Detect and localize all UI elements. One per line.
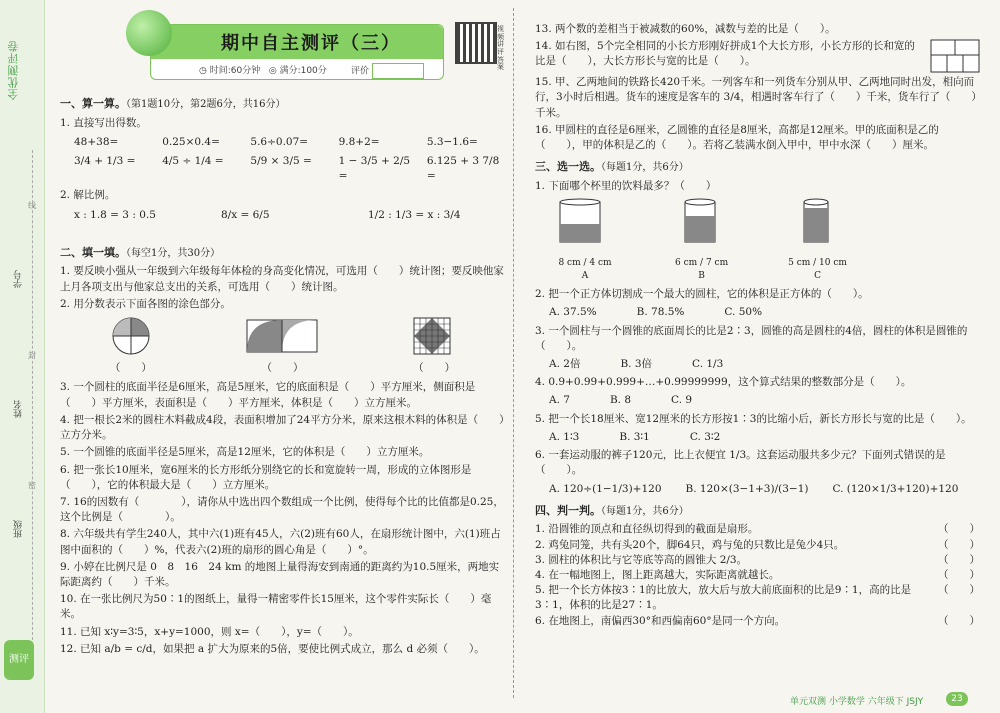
calc-item: 9.8+2= [338,135,380,148]
judge-blank[interactable]: （ ） [938,568,980,581]
judge-text: 6. 在地图上，南偏西30°和西偏南60°是同一个方向。 [535,614,786,627]
qr-code-icon[interactable] [455,22,497,64]
rect-figure [242,316,322,376]
calc-item: 5.3−1.6= [426,135,478,148]
question-3-5-options [549,430,980,445]
question-2-1: 1. 要反映小强从一年级到六年级每年体检的身高变化情况，可选用（ ）统计图；要反映他家上月各项支出与他家总支出的关系，可选用（ ）统计图。 [60,265,504,293]
section-4-note: （每题1分，共6分） [601,505,689,517]
calc-item: 1 − 3/5 + 2/5 = [338,154,411,183]
question-3-3: 3. 一个圆柱与一个圆锥的底面周长的比是2∶3，圆锥的高是圆柱的4倍，圆柱的体积是圆锥的（ ）。 [535,324,968,352]
cup-c: 5 cm / 10 cm C [788,198,847,283]
binding-mark-seal: 封 [28,351,36,360]
column-divider [513,8,514,698]
binding-dashed-line [32,150,33,650]
cup-b-icon [677,198,727,252]
calc-item: 5.6÷0.07= [250,135,309,148]
right-column [535,20,980,629]
cup-a-label: A [581,271,589,282]
judge-item [535,614,980,629]
judge-text: 5. 把一个长方体按3∶1的比放大，放大后与放大前底面积的比是9∶1，高的比是3∶1，体积的比是27∶1。 [535,584,912,612]
option-b[interactable]: B. 8 [609,394,632,407]
judge-item [535,583,980,613]
fraction-figures [60,316,505,376]
section-1-note: （第1题10分，第2题6分，共16分） [126,99,286,110]
cup-b-diameter: 6 cm [675,258,698,269]
shaded-rectangle-icon [242,316,322,356]
judge-blank[interactable]: （ ） [938,553,980,566]
question-3-1: 1. 下面哪个杯里的饮料最多？（ ） [535,179,717,192]
option-b[interactable]: B. 120×(3−1+3)/(3−1) [685,482,809,495]
judge-text: 2. 鸡兔同笼，共有头20个，脚64只，鸡与兔的只数比是兔少4只。 [535,538,845,551]
question-3-4-options [549,393,980,408]
question-1-2: 2. 解比例。 [60,189,116,202]
section-3-heading: 三、选一选。 [535,160,601,174]
binding-mark-line: 线 [28,201,36,210]
question-2-3: 3. 一个圆柱的底面半径是6厘米，高是5厘米，它的底面积是（ ）平方厘米，侧面积是（ ）平方厘米，表面积是（ ）平方厘米，体积是（ ）立方厘米。 [60,381,476,409]
option-b[interactable]: B. 3倍 [620,358,653,371]
option-c[interactable]: C. 1/3 [692,358,724,371]
judge-item [535,568,980,583]
calc-item: 6.125 + 3 7/8 = [426,154,500,183]
binding-mark-secret: 密 [28,481,36,490]
clock-icon: ◷ [199,66,207,76]
section-4-heading: 四、判一判。 [535,503,601,517]
section-1-heading: 一、算一算。 [60,97,126,110]
question-2-11: 11. 已知 x∶y=3∶5，x+y=1000，则 x=（ ），y=（ ）。 [60,625,359,638]
question-3-6: 6. 一套运动服的裤子120元，比上衣便宜 1/3。这套运动服共多少元？下面列式错误的是（ ）。 [535,449,946,477]
score-text: 满分:100分 [279,66,327,76]
fig-answer-blank[interactable]: （ ） [261,362,304,375]
left-column [60,90,505,659]
grid-square-icon [404,316,464,356]
option-a[interactable]: A. 120÷(1−1/3)+120 [549,482,662,495]
question-3-3-options [549,357,980,372]
grade-field [351,63,424,79]
page-title: 期中自主测评（三） [221,33,401,54]
footer-text: 单元双测 小学数学 六年级下 JSJY [790,697,924,707]
cup-a-height: 4 cm [589,258,612,269]
judge-item [535,522,980,537]
cup-a: 8 cm / 4 cm A [555,198,615,283]
calc-item: 4/5 ÷ 1/4 = [162,154,224,167]
option-c[interactable]: C. 3∶2 [689,430,721,443]
question-2-5: 5. 一个圆锥的底面半径是5厘米，高是12厘米，它的体积是（ ）立方厘米。 [60,446,430,459]
circle-figure [101,316,161,376]
page-number: 23 [946,692,968,706]
cup-b: 6 cm / 7 cm B [675,198,728,283]
option-c[interactable]: C. 50% [724,306,763,319]
calc-item: 5/9 × 3/5 = [250,154,312,167]
question-2-7: 7. 16的因数有（ ），请你从中选出四个数组成一个比例，使得每个比的比值都是0.25，这个比例是（ ）。 [60,495,504,524]
class-label: 班级 [14,520,24,538]
section-3-title [535,159,980,176]
judge-text: 3. 圆柱的体积比与它等底等高的圆锥大 2/3。 [535,553,748,566]
question-2-16: 16. 甲圆柱的直径是6厘米，乙圆锥的直径是8厘米，高都是12厘米。甲的底面积是乙的（ ），甲的体积是乙的（ ）。若将乙装满水倒入甲中，甲中水深（ ）厘米。 [535,123,939,152]
judge-text: 1. 沿圆锥的顶点和直径纵切得到的截面是扇形。 [535,523,759,536]
option-c[interactable]: C. 9 [671,394,693,407]
fig-answer-blank[interactable]: （ ） [413,362,456,375]
planet-decoration-icon [126,10,172,56]
time-text: 时间:60分钟 [209,66,261,76]
option-b[interactable]: B. 78.5% [636,306,685,319]
cup-a-diameter: 8 cm [558,258,581,269]
calc-item: 0.25×0.4= [162,135,220,148]
time-info [199,63,327,76]
cup-a-icon [555,198,615,252]
calc-row-1 [74,135,505,150]
question-3-2: 2. 把一个正方体切割成一个最大的圆柱，它的体积是正方体的（ ）。 [535,288,869,301]
question-3-5: 5. 把一个长18厘米、宽12厘米的长方形按1∶3的比缩小后，新长方形长与宽的比是（ ）。 [535,412,972,425]
proportion-item: 8/x = 6/5 [221,208,270,221]
question-3-6-options [549,482,980,497]
binding-sidebar [0,0,45,713]
proportion-item: x : 1.8 = 3 : 0.5 [74,208,156,221]
brand-logo: 测评 [4,640,34,680]
section-1-title [60,96,505,113]
judge-item [535,538,980,553]
rectangles-figure-icon [930,39,980,73]
score-icon: ◎ [268,66,277,76]
question-2-9: 9. 小婷在比例尺是 0 8 16 24 km 的地图上量得海安到南通的距离约为10.5厘米，两地实际距离约（ ）千米。 [60,560,500,589]
section-2-title [60,245,505,262]
cup-c-icon [796,198,840,252]
calc-row-2 [74,154,505,184]
qr-caption: 视频讲评答案 [497,25,504,72]
option-a[interactable]: A. 37.5% [549,306,597,319]
option-a[interactable]: A. 2倍 [549,358,581,371]
quarter-circle-icon [101,316,161,356]
proportion-item: 1/2 : 1/3 = x : 3/4 [368,208,461,221]
cup-c-height: 10 cm [819,258,847,269]
question-1-1: 1. 直接写出得数。 [60,116,147,129]
question-3-2-options [549,305,980,320]
cup-c-diameter: 5 cm [788,258,811,269]
question-2-14-wrap [535,39,980,73]
question-3-4: 4. 0.9+0.99+0.999+…+0.99999999，这个算式结果的整数部分是（ ）。 [535,376,912,389]
option-a[interactable]: A. 1∶3 [549,430,580,443]
exam-header [140,14,440,76]
calc-item: 3/4 + 1/3 = [74,154,136,167]
question-2-13: 13. 两个数的差相当于被减数的60%，减数与差的比是（ ）。 [535,23,836,35]
section-2-heading: 二、填一填。 [60,245,126,259]
section-4-title [535,503,980,520]
question-2-12: 12. 已知 a/b = c/d，如果把 a 扩大为原来的5倍，要使比例式成立，那么 d 必须（ ）。 [60,642,485,655]
option-b[interactable]: B. 3∶1 [619,430,650,443]
question-2-4: 4. 把一根长2米的圆柱木料截成4段，表面积增加了24平方分米，原来这根木料的体积是（ ）立方分米。 [60,413,505,442]
cup-b-label: B [698,271,705,282]
grade-input-box[interactable] [372,63,424,79]
brand-label: 全优测评卷 [7,40,20,100]
judge-blank[interactable]: （ ） [938,614,980,627]
grid-figure [404,316,464,376]
title-box [150,24,444,80]
proportion-row [74,208,505,223]
fig-answer-blank[interactable]: （ ） [109,362,152,375]
cups-figure [555,198,980,283]
option-c[interactable]: C. (120×1/3+120)+120 [832,482,959,495]
question-2-8: 8. 六年级共有学生240人，其中六(1)班有45人，六(2)班有60人，在扇形统计图中，六(1)班占图中面积的（ ）%，代表六(2)班的扇形的圆心角是（ ）°。 [60,528,501,556]
option-a[interactable]: A. 7 [549,394,570,407]
cup-b-height: 7 cm [705,258,729,269]
student-number-label: 学号 [14,270,24,288]
section-2-note: （每空1分，共30分） [126,247,221,259]
question-2-15: 15. 甲、乙两地间的铁路长420千米。一列客车和一列货车分别从甲、乙两地同时出发，相向而行，3小时后相遇。货车的速度是客车的 3/4，相遇时客车行了（ ）千米，货车行了（ ）千米。 [535,76,977,119]
grade-label: 评价 [351,66,370,77]
question-2-6: 6. 把一张长10厘米，宽6厘米的长方形纸分别绕它的长和宽旋转一周，形成的立体图形是（ ），它的体积最大是（ ）立方厘米。 [60,463,472,491]
judge-item [535,553,980,568]
judge-blank[interactable]: （ ） [938,584,980,597]
judge-text: 4. 在一幅地图上，图上距离越大，实际距离就越长。 [535,568,780,581]
name-label: 姓名 [14,400,24,418]
question-2-2: 2. 用分数表示下面各图的涂色部分。 [60,297,231,310]
judge-blank[interactable]: （ ） [938,538,980,551]
judge-blank[interactable]: （ ） [938,523,980,536]
cup-c-label: C [814,271,821,282]
section-3-note: （每题1分，共6分） [601,162,689,174]
question-2-14: 14. 如右图，5个完全相同的小长方形刚好拼成1个大长方形，小长方形的长和宽的比是（ ），大长方形长与宽的比是（ ）。 [535,40,915,68]
calc-item: 48+38= [74,135,119,148]
question-2-10: 10. 在一张比例尺为50∶1的图纸上，量得一精密零件长15厘米，这个零件实际长（ ）毫米。 [60,593,492,621]
